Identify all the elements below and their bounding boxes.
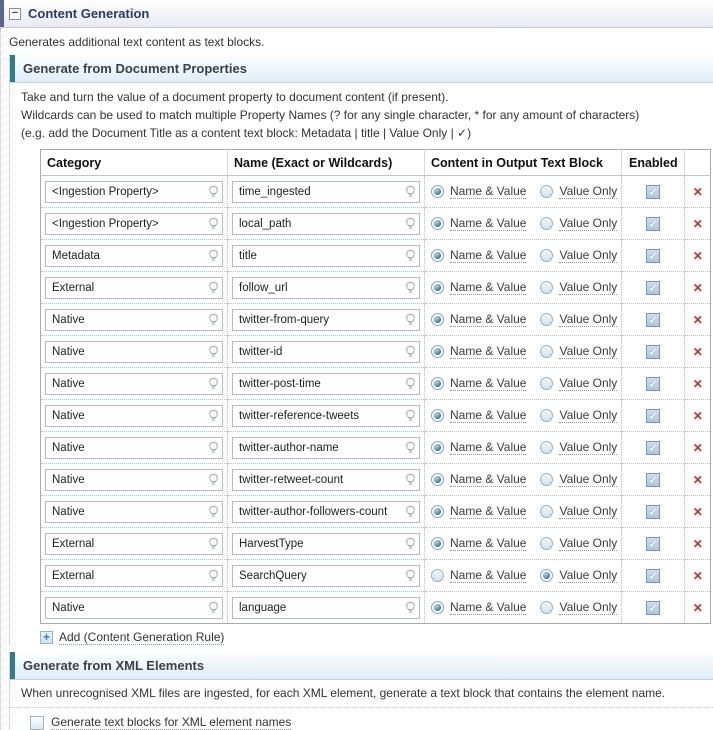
table-row xyxy=(41,368,711,400)
category-field-wrap xyxy=(45,213,223,235)
radio-label-value-only[interactable]: Value Only xyxy=(559,376,618,390)
delete-button[interactable]: ✕ xyxy=(692,408,703,423)
add-rule-row xyxy=(40,630,713,645)
content-radio-group xyxy=(429,376,617,391)
name-input[interactable] xyxy=(232,373,420,395)
enabled-checkbox[interactable]: ✓ xyxy=(648,568,659,583)
category-field-wrap xyxy=(45,597,223,619)
radio-value-only[interactable] xyxy=(540,441,553,454)
radio-name-value[interactable] xyxy=(431,601,444,614)
name-input[interactable] xyxy=(232,501,420,523)
radio-name-value[interactable] xyxy=(431,505,444,518)
table-header-row xyxy=(41,150,711,176)
name-input[interactable] xyxy=(232,469,420,491)
header-category: Category xyxy=(41,150,228,176)
doc-properties-accent-bar xyxy=(10,55,15,82)
category-field-wrap xyxy=(45,533,223,555)
radio-label-name-value[interactable]: Name & Value xyxy=(450,280,527,294)
radio-label-name-value[interactable]: Name & Value xyxy=(450,568,527,582)
rules-table-body xyxy=(41,176,711,624)
suggestion-bulb-icon[interactable] xyxy=(405,569,416,587)
category-field-wrap xyxy=(45,341,223,363)
name-input[interactable] xyxy=(232,309,420,331)
delete-button[interactable]: ✕ xyxy=(692,600,703,615)
name-field-wrap xyxy=(232,213,420,235)
suggestion-bulb-icon[interactable] xyxy=(405,409,416,427)
content-generation-section-header xyxy=(0,0,713,28)
category-field-wrap xyxy=(45,373,223,395)
name-field-wrap xyxy=(232,309,420,331)
radio-name-value[interactable] xyxy=(431,217,444,230)
xml-elements-header xyxy=(10,652,713,680)
header-content: Content in Output Text Block xyxy=(425,150,622,176)
name-input[interactable] xyxy=(232,565,420,587)
doc-properties-section xyxy=(9,55,713,645)
category-input[interactable] xyxy=(45,277,223,299)
table-row xyxy=(41,272,711,304)
radio-label-value-only[interactable]: Value Only xyxy=(559,344,618,358)
enabled-checkbox[interactable]: ✓ xyxy=(648,376,659,391)
category-field-wrap xyxy=(45,309,223,331)
radio-name-value[interactable] xyxy=(431,569,444,582)
suggestion-bulb-icon[interactable] xyxy=(208,313,219,331)
content-radio-group xyxy=(429,600,617,615)
add-rule-link[interactable]: Add (Content Generation Rule) xyxy=(59,630,225,644)
collapse-icon[interactable]: − xyxy=(9,8,21,20)
radio-value-only[interactable] xyxy=(540,409,553,422)
delete-button[interactable]: ✕ xyxy=(692,536,703,551)
xml-checkbox-row xyxy=(10,708,713,730)
suggestion-bulb-icon[interactable] xyxy=(208,537,219,555)
name-field-wrap xyxy=(232,245,420,267)
radio-name-value[interactable] xyxy=(431,409,444,422)
name-field-wrap xyxy=(232,181,420,203)
category-input[interactable] xyxy=(45,437,223,459)
radio-label-name-value[interactable]: Name & Value xyxy=(450,344,527,358)
radio-name-value[interactable] xyxy=(431,345,444,358)
radio-label-value-only[interactable]: Value Only xyxy=(559,184,618,198)
content-radio-group xyxy=(429,248,617,263)
suggestion-bulb-icon[interactable] xyxy=(405,537,416,555)
delete-button[interactable]: ✕ xyxy=(692,184,703,199)
radio-value-only[interactable] xyxy=(540,345,553,358)
radio-name-value[interactable] xyxy=(431,377,444,390)
suggestion-bulb-icon[interactable] xyxy=(208,473,219,491)
suggestion-bulb-icon[interactable] xyxy=(208,217,219,235)
radio-label-value-only[interactable]: Value Only xyxy=(559,504,618,518)
suggestion-bulb-icon[interactable] xyxy=(208,249,219,267)
radio-label-value-only[interactable]: Value Only xyxy=(559,600,618,614)
radio-value-only[interactable] xyxy=(540,185,553,198)
name-input[interactable] xyxy=(232,533,420,555)
suggestion-bulb-icon[interactable] xyxy=(405,377,416,395)
enabled-checkbox[interactable]: ✓ xyxy=(648,504,659,519)
radio-value-only[interactable] xyxy=(540,377,553,390)
delete-button[interactable]: ✕ xyxy=(692,248,703,263)
radio-label-value-only[interactable]: Value Only xyxy=(559,216,618,230)
radio-label-name-value[interactable]: Name & Value xyxy=(450,216,527,230)
content-radio-group xyxy=(429,408,617,423)
name-field-wrap xyxy=(232,405,420,427)
category-field-wrap xyxy=(45,565,223,587)
table-row xyxy=(41,560,711,592)
radio-label-name-value[interactable]: Name & Value xyxy=(450,504,527,518)
category-field-wrap xyxy=(45,437,223,459)
radio-label-value-only[interactable]: Value Only xyxy=(559,408,618,422)
name-input[interactable] xyxy=(232,277,420,299)
category-input[interactable] xyxy=(45,213,223,235)
section-subtitle: Generates additional text content as text blocks. xyxy=(9,35,265,49)
name-input[interactable] xyxy=(232,341,420,363)
content-radio-group xyxy=(429,536,617,551)
table-row xyxy=(41,528,711,560)
suggestion-bulb-icon[interactable] xyxy=(405,601,416,619)
category-field-wrap xyxy=(45,245,223,267)
radio-label-name-value[interactable]: Name & Value xyxy=(450,408,527,422)
table-row xyxy=(41,432,711,464)
radio-label-name-value[interactable]: Name & Value xyxy=(450,376,527,390)
xml-generate-checkbox[interactable] xyxy=(30,716,44,730)
enabled-checkbox[interactable]: ✓ xyxy=(648,280,659,295)
header-delete xyxy=(685,150,711,176)
suggestion-bulb-icon[interactable] xyxy=(405,345,416,363)
enabled-checkbox[interactable]: ✓ xyxy=(648,472,659,487)
radio-label-value-only[interactable]: Value Only xyxy=(559,440,618,454)
content-radio-group xyxy=(429,216,617,231)
category-field-wrap xyxy=(45,277,223,299)
name-input[interactable] xyxy=(232,245,420,267)
content-radio-group xyxy=(429,504,617,519)
content-radio-group xyxy=(429,568,617,583)
radio-value-only[interactable] xyxy=(540,249,553,262)
category-field-wrap xyxy=(45,181,223,203)
category-input[interactable] xyxy=(45,181,223,203)
radio-label-value-only[interactable]: Value Only xyxy=(559,568,618,582)
suggestion-bulb-icon[interactable] xyxy=(405,185,416,203)
name-field-wrap xyxy=(232,341,420,363)
enabled-checkbox[interactable]: ✓ xyxy=(648,408,659,423)
radio-name-value[interactable] xyxy=(431,313,444,326)
name-input[interactable] xyxy=(232,437,420,459)
radio-value-only[interactable] xyxy=(540,313,553,326)
table-row xyxy=(41,496,711,528)
delete-button[interactable]: ✕ xyxy=(692,440,703,455)
content-radio-group xyxy=(429,440,617,455)
enabled-checkbox[interactable]: ✓ xyxy=(648,184,659,199)
section-title: Content Generation xyxy=(28,6,150,21)
suggestion-bulb-icon[interactable] xyxy=(208,345,219,363)
radio-value-only[interactable] xyxy=(540,569,553,582)
name-field-wrap xyxy=(232,437,420,459)
table-row xyxy=(41,304,711,336)
enabled-checkbox[interactable]: ✓ xyxy=(648,600,659,615)
radio-name-value[interactable] xyxy=(431,185,444,198)
name-field-wrap xyxy=(232,469,420,491)
enabled-checkbox[interactable]: ✓ xyxy=(648,216,659,231)
category-input[interactable] xyxy=(45,597,223,619)
radio-value-only[interactable] xyxy=(540,505,553,518)
name-input[interactable] xyxy=(232,213,420,235)
enabled-checkbox[interactable]: ✓ xyxy=(648,440,659,455)
suggestion-bulb-icon[interactable] xyxy=(208,185,219,203)
content-generation-body xyxy=(0,28,713,730)
suggestion-bulb-icon[interactable] xyxy=(405,313,416,331)
radio-value-only[interactable] xyxy=(540,281,553,294)
category-field-wrap xyxy=(45,405,223,427)
description-line: Wildcards can be used to match multiple Property Names (? for any single character, * for any amount of characters) xyxy=(21,108,640,122)
name-field-wrap xyxy=(232,373,420,395)
doc-properties-description xyxy=(10,83,713,144)
category-input[interactable] xyxy=(45,405,223,427)
radio-label-value-only[interactable]: Value Only xyxy=(559,312,618,326)
name-input[interactable] xyxy=(232,597,420,619)
name-field-wrap xyxy=(232,565,420,587)
suggestion-bulb-icon[interactable] xyxy=(208,441,219,459)
category-input[interactable] xyxy=(45,565,223,587)
category-input[interactable] xyxy=(45,469,223,491)
doc-properties-header xyxy=(10,55,713,83)
table-row xyxy=(41,240,711,272)
suggestion-bulb-icon[interactable] xyxy=(208,281,219,299)
suggestion-bulb-icon[interactable] xyxy=(405,281,416,299)
category-input[interactable] xyxy=(45,341,223,363)
suggestion-bulb-icon[interactable] xyxy=(405,441,416,459)
radio-name-value[interactable] xyxy=(431,281,444,294)
table-row xyxy=(41,400,711,432)
category-input[interactable] xyxy=(45,533,223,555)
header-name: Name (Exact or Wildcards) xyxy=(228,150,425,176)
xml-elements-section xyxy=(9,652,713,730)
name-input[interactable] xyxy=(232,181,420,203)
content-radio-group xyxy=(429,344,617,359)
enabled-checkbox[interactable]: ✓ xyxy=(648,312,659,327)
radio-label-name-value[interactable]: Name & Value xyxy=(450,248,527,262)
radio-label-value-only[interactable]: Value Only xyxy=(559,248,618,262)
description-line: (e.g. add the Document Title as a content text block: Metadata | title | Value Only | ✓) xyxy=(21,126,472,140)
table-row xyxy=(41,464,711,496)
category-field-wrap xyxy=(45,501,223,523)
content-radio-group xyxy=(429,472,617,487)
content-radio-group xyxy=(429,184,617,199)
section-accent-bar xyxy=(0,0,4,27)
xml-elements-title: Generate from XML Elements xyxy=(23,658,205,673)
xml-elements-accent-bar xyxy=(10,652,15,679)
table-row xyxy=(41,336,711,368)
name-field-wrap xyxy=(232,501,420,523)
table-row xyxy=(41,176,711,208)
content-generation-rules-table xyxy=(40,149,711,624)
delete-button[interactable]: ✕ xyxy=(692,280,703,295)
name-field-wrap xyxy=(232,533,420,555)
radio-label-name-value[interactable]: Name & Value xyxy=(450,536,527,550)
content-radio-group xyxy=(429,280,617,295)
delete-button[interactable]: ✕ xyxy=(692,344,703,359)
enabled-checkbox[interactable]: ✓ xyxy=(648,536,659,551)
suggestion-bulb-icon[interactable] xyxy=(405,505,416,523)
xml-generate-checkbox-label: Generate text blocks for XML element names xyxy=(51,715,292,729)
suggestion-bulb-icon[interactable] xyxy=(208,505,219,523)
radio-label-name-value[interactable]: Name & Value xyxy=(450,600,527,614)
delete-button[interactable]: ✕ xyxy=(692,376,703,391)
header-enabled: Enabled xyxy=(622,150,685,176)
name-field-wrap xyxy=(232,597,420,619)
suggestion-bulb-icon[interactable] xyxy=(405,217,416,235)
description-line: Take and turn the value of a document property to document content (if present). xyxy=(21,90,449,104)
radio-value-only[interactable] xyxy=(540,473,553,486)
radio-label-name-value[interactable]: Name & Value xyxy=(450,184,527,198)
delete-button[interactable]: ✕ xyxy=(692,216,703,231)
name-field-wrap xyxy=(232,277,420,299)
radio-label-value-only[interactable]: Value Only xyxy=(559,472,618,486)
suggestion-bulb-icon[interactable] xyxy=(208,377,219,395)
table-row xyxy=(41,592,711,624)
suggestion-bulb-icon[interactable] xyxy=(208,601,219,619)
radio-label-name-value[interactable]: Name & Value xyxy=(450,440,527,454)
suggestion-bulb-icon[interactable] xyxy=(208,569,219,587)
radio-label-value-only[interactable]: Value Only xyxy=(559,536,618,550)
name-input[interactable] xyxy=(232,405,420,427)
radio-value-only[interactable] xyxy=(540,217,553,230)
suggestion-bulb-icon[interactable] xyxy=(208,409,219,427)
enabled-checkbox[interactable]: ✓ xyxy=(648,344,659,359)
radio-value-only[interactable] xyxy=(540,537,553,550)
table-row xyxy=(41,208,711,240)
delete-button[interactable]: ✕ xyxy=(692,472,703,487)
radio-name-value[interactable] xyxy=(431,537,444,550)
doc-properties-title: Generate from Document Properties xyxy=(23,61,247,76)
category-input[interactable] xyxy=(45,501,223,523)
radio-label-name-value[interactable]: Name & Value xyxy=(450,312,527,326)
content-radio-group xyxy=(429,312,617,327)
radio-label-value-only[interactable]: Value Only xyxy=(559,280,618,294)
enabled-checkbox[interactable]: ✓ xyxy=(648,248,659,263)
delete-button[interactable]: ✕ xyxy=(692,568,703,583)
delete-button[interactable]: ✕ xyxy=(692,504,703,519)
category-input[interactable] xyxy=(45,245,223,267)
suggestion-bulb-icon[interactable] xyxy=(405,249,416,267)
radio-name-value[interactable] xyxy=(431,441,444,454)
radio-label-name-value[interactable]: Name & Value xyxy=(450,472,527,486)
category-input[interactable] xyxy=(45,309,223,331)
radio-name-value[interactable] xyxy=(431,473,444,486)
radio-value-only[interactable] xyxy=(540,601,553,614)
category-input[interactable] xyxy=(45,373,223,395)
radio-name-value[interactable] xyxy=(431,249,444,262)
xml-elements-description: When unrecognised XML files are ingested, for each XML element, generate a text block that contains the element name. xyxy=(10,680,713,708)
suggestion-bulb-icon[interactable] xyxy=(405,473,416,491)
add-icon[interactable]: + xyxy=(40,631,53,644)
category-field-wrap xyxy=(45,469,223,491)
delete-button[interactable]: ✕ xyxy=(692,312,703,327)
